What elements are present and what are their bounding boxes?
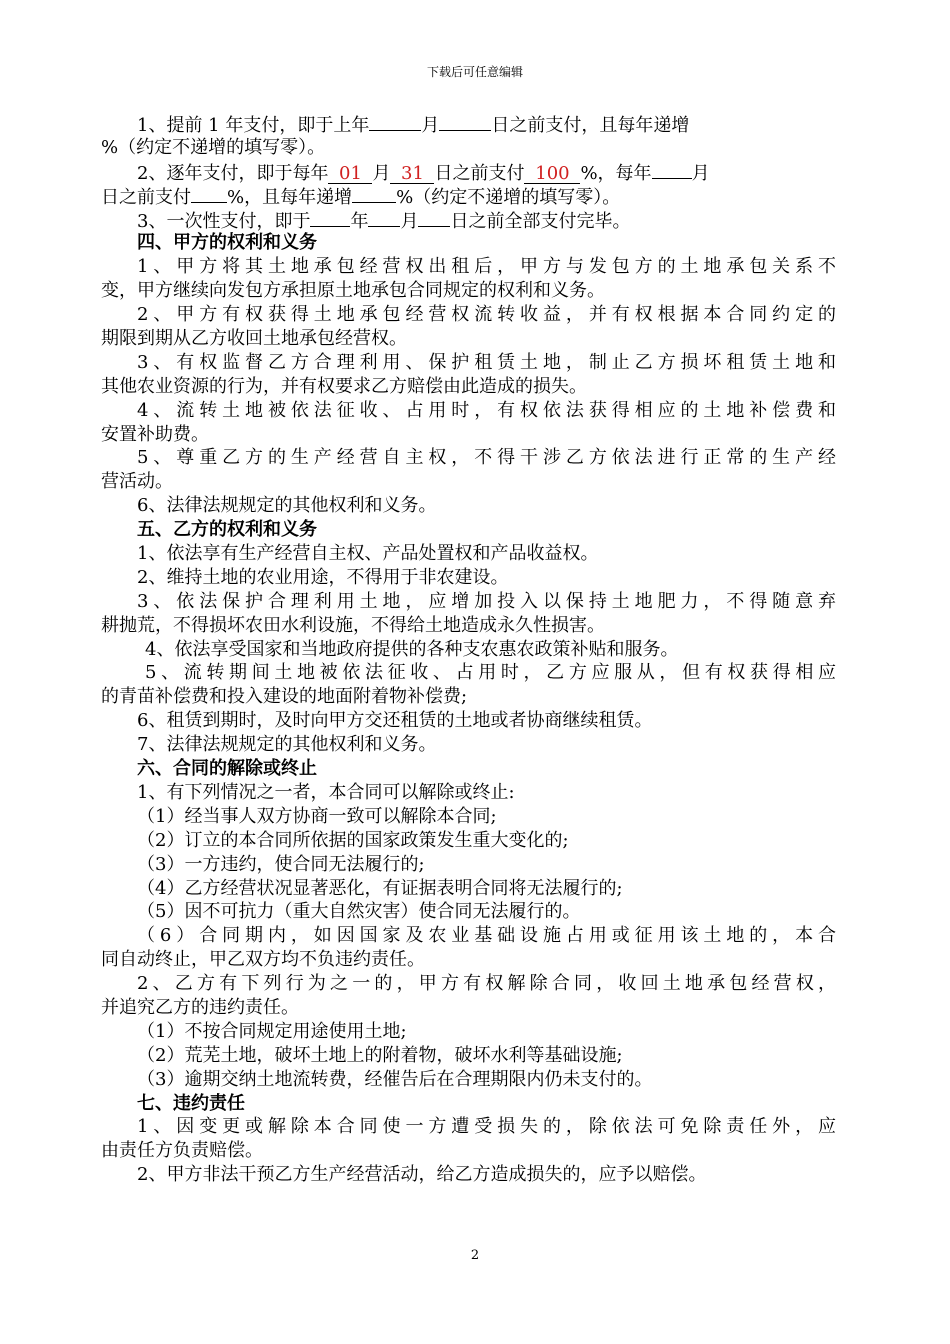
paragraph-line: 并追究乙方的违约责任。 xyxy=(101,996,299,1018)
paragraph-line: 安置补助费。 xyxy=(101,423,209,445)
page-number: 2 xyxy=(470,1248,480,1263)
paragraph-line: 2、乙方有下列行为之一的，甲方有权解除合同，收回土地承包经营权， xyxy=(137,973,836,995)
paragraph-line: 3、依法保护合理利用土地，应增加投入以保持土地肥力，不得随意弃 xyxy=(137,590,836,612)
paragraph-line: 同自动终止，甲乙双方均不负违约责任。 xyxy=(101,949,425,971)
rent-option-3 xyxy=(101,208,836,232)
paragraph-line: 4、流转土地被依法征收、占用时，有权依法获得相应的土地补偿费和 xyxy=(137,399,836,421)
paragraph-line: （3）一方违约，使合同无法履行的; xyxy=(137,853,425,875)
blank-field xyxy=(352,184,396,203)
section-heading: 五、乙方的权利和义务 xyxy=(137,519,317,541)
blank-field xyxy=(418,208,450,227)
day-value: 31 xyxy=(390,165,434,184)
rent-option-2-suffix: %，每年 xyxy=(580,162,652,184)
paragraph-line: 由责任方负责赔偿。 xyxy=(101,1140,263,1162)
rent-option-2 xyxy=(101,160,836,184)
rent-option-2-cont-b: %，且每年递增 xyxy=(227,186,353,208)
paragraph-line: 1、因变更或解除本合同使一方遭受损失的，除依法可免除责任外，应 xyxy=(137,1116,836,1138)
paragraph-line: （1）不按合同规定用途使用土地; xyxy=(137,1020,407,1042)
blank-field xyxy=(310,208,350,227)
rent-option-1-month-label: 月 xyxy=(421,115,440,136)
paragraph-line: （2）荒芜土地，破坏土地上的附着物，破坏水利等基础设施; xyxy=(137,1044,623,1066)
rent-option-1-suffix: 日之前支付，且每年递增 xyxy=(491,115,690,136)
rent-option-2-mid: 日之前支付 xyxy=(434,162,525,184)
section-heading: 七、违约责任 xyxy=(137,1092,245,1114)
paragraph-line: 1、依法享有生产经营自主权、产品处置权和产品收益权。 xyxy=(137,543,599,565)
rent-option-1-cont: %（约定不递增的填写零）。 xyxy=(101,136,326,158)
paragraph-line: 2、维持土地的农业用途，不得用于非农建设。 xyxy=(137,566,509,588)
section-heading: 四、甲方的权利和义务 xyxy=(137,232,317,254)
rent-option-2-text: 2、逐年支付，即于每年 xyxy=(137,162,329,184)
paragraph-line: （2）订立的本合同所依据的国家政策发生重大变化的; xyxy=(137,829,569,851)
page-header: 下载后可任意编辑 xyxy=(426,65,523,79)
section-heading: 六、合同的解除或终止 xyxy=(137,758,317,780)
rent-option-3-month-label: 月 xyxy=(400,210,419,232)
blank-field xyxy=(368,208,400,227)
paragraph-line: 7、法律法规规定的其他权利和义务。 xyxy=(137,734,437,756)
paragraph-line: 6、租赁到期时，及时向甲方交还租赁的土地或者协商继续租赁。 xyxy=(137,710,653,732)
rent-option-3-year-label: 年 xyxy=(350,210,369,232)
paragraph-line: （1）经当事人双方协商一致可以解除本合同; xyxy=(137,805,497,827)
paragraph-line: 变，甲方继续向发包方承担原土地承包合同规定的权利和义务。 xyxy=(101,280,605,302)
month-value: 01 xyxy=(328,165,372,184)
rent-option-1 xyxy=(101,112,836,136)
blank-field xyxy=(369,112,421,131)
paragraph-line: 2、甲方有权获得土地承包经营权流转收益，并有权根据本合同约定的 xyxy=(137,304,836,326)
rent-option-3-suffix: 日之前全部支付完毕。 xyxy=(450,210,631,232)
paragraph-line: （4）乙方经营状况显著恶化，有证据表明合同将无法履行的; xyxy=(137,877,623,899)
paragraph-line: 6、法律法规规定的其他权利和义务。 xyxy=(137,495,437,517)
paragraph-line: 耕抛荒，不得损坏农田水利设施，不得给土地造成永久性损害。 xyxy=(101,614,605,636)
paragraph-line: 1、甲方将其土地承包经营权出租后，甲方与发包方的土地承包关系不 xyxy=(137,256,836,278)
blank-field xyxy=(439,112,491,131)
percent-value: 100 xyxy=(524,165,580,184)
paragraph-line: （6）合同期内，如因国家及农业基础设施占用或征用该土地的，本合 xyxy=(137,925,836,947)
paragraph-line: 营活动。 xyxy=(101,471,173,493)
rent-option-2-cont xyxy=(101,184,836,208)
paragraph-line: （3）逾期交纳土地流转费，经催告后在合理期限内仍未支付的。 xyxy=(137,1068,653,1090)
rent-option-2-month-label: 月 xyxy=(372,162,391,184)
paragraph-line: （5）因不可抗力（重大自然灾害）使合同无法履行的。 xyxy=(137,901,581,923)
paragraph-line: 期限到期从乙方收回土地承包经营权。 xyxy=(101,328,407,350)
paragraph-line: 3、有权监督乙方合理利用、保护租赁土地，制止乙方损坏租赁土地和 xyxy=(137,351,836,373)
rent-option-2-cont-a: 日之前支付 xyxy=(101,186,191,208)
paragraph-line: 其他农业资源的行为，并有权要求乙方赔偿由此造成的损失。 xyxy=(101,375,587,397)
rent-option-2-cont-c: %（约定不递增的填写零）。 xyxy=(396,186,621,208)
rent-option-1-text: 1、提前 1 年支付，即于上年 xyxy=(137,115,370,136)
rent-option-2-tail: 月 xyxy=(691,162,710,184)
rent-option-3-text: 3、一次性支付，即于 xyxy=(137,210,311,232)
document-body xyxy=(101,112,836,1187)
paragraph-line: 的青苗补偿费和投入建设的地面附着物补偿费; xyxy=(101,686,468,708)
paragraph-line: 4、依法享受国家和当地政府提供的各种支农惠农政策补贴和服务。 xyxy=(145,638,679,660)
paragraph-line: 2、甲方非法干预乙方生产经营活动，给乙方造成损失的，应予以赔偿。 xyxy=(137,1164,707,1186)
blank-field xyxy=(652,160,692,179)
paragraph-line: 1、有下列情况之一者，本合同可以解除或终止: xyxy=(137,781,515,803)
paragraph-line: 5、尊重乙方的生产经营自主权，不得干涉乙方依法进行正常的生产经 xyxy=(137,447,836,469)
paragraph-line: 5、流转期间土地被依法征收、占用时，乙方应服从，但有权获得相应 xyxy=(145,662,836,684)
blank-field xyxy=(191,184,227,203)
